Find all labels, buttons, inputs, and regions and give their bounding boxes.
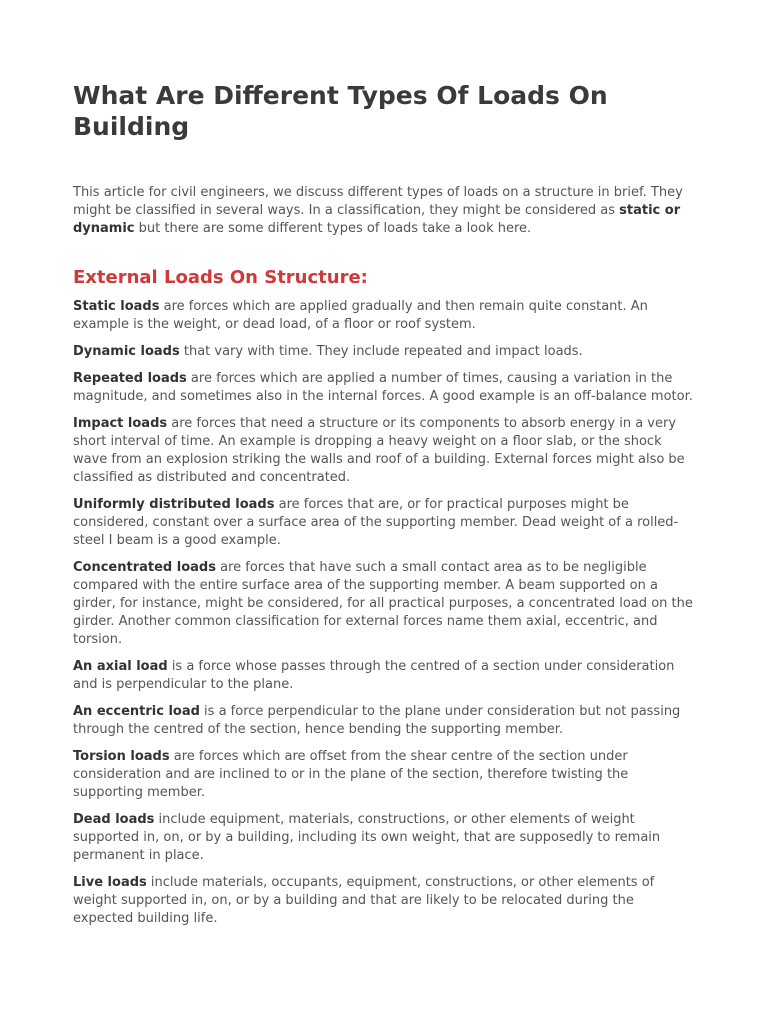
- load-term: Repeated loads: [73, 371, 187, 386]
- load-term: Live loads: [73, 875, 147, 890]
- load-term: Torsion loads: [73, 749, 170, 764]
- load-item-uniformly-distributed: [73, 496, 695, 550]
- load-item-static: [73, 298, 695, 334]
- load-description: are forces which are applied a number of times, causing a variation in the magnitude, and sometimes also in the internal forces. A good example is an off-balance motor.: [73, 371, 693, 404]
- intro-text-before: This article for civil engineers, we discuss different types of loads on a structure in brief. They might be classified in several ways. In a classification, they might be considered as: [73, 185, 683, 218]
- load-term: Dead loads: [73, 812, 155, 827]
- load-description: is a force perpendicular to the plane under consideration but not passing through the centred of the section, hence bending the supporting member.: [73, 704, 681, 737]
- intro-bold-text: static or dynamic: [73, 203, 681, 236]
- load-term: Concentrated loads: [73, 560, 216, 575]
- load-description: are forces that need a structure or its components to absorb energy in a very short interval of time. An example is dropping a heavy weight on a floor slab, or the shock wave from an explosion striking the walls and roof of a building. External forces might also be classified as distributed and concentrated.: [73, 416, 685, 485]
- load-item-dynamic: [73, 343, 695, 361]
- load-term: Static loads: [73, 299, 160, 314]
- load-item-axial: [73, 658, 695, 694]
- intro-text-after: but there are some different types of loads take a look here.: [134, 221, 532, 236]
- intro-paragraph: [73, 184, 695, 238]
- load-description: are forces that are, or for practical purposes might be considered, constant over a surface area of the supporting member. Dead weight of a rolled-steel I beam is a good example.: [73, 497, 679, 548]
- load-item-concentrated: [73, 559, 695, 649]
- load-description: include materials, occupants, equipment, constructions, or other elements of weight supported in, on, or by a building and that are likely to be relocated during the expected building life.: [73, 875, 655, 926]
- load-description: are forces which are offset from the shear centre of the section under consideration and are inclined to or in the plane of the section, therefore twisting the supporting member.: [73, 749, 629, 800]
- load-term: An axial load: [73, 659, 168, 674]
- load-description: include equipment, materials, constructions, or other elements of weight supported in, on, or by a building, including its own weight, that are supposedly to remain permanent in place.: [73, 812, 661, 863]
- load-description: is a force whose passes through the centred of a section under consideration and is perpendicular to the plane.: [73, 659, 675, 692]
- load-description: that vary with time. They include repeated and impact loads.: [179, 344, 583, 359]
- load-item-eccentric: [73, 703, 695, 739]
- load-term: Impact loads: [73, 416, 168, 431]
- load-item-impact: [73, 415, 695, 487]
- section-heading: External Loads On Structure:: [73, 267, 368, 288]
- load-item-repeated: [73, 370, 695, 406]
- load-item-dead: [73, 811, 695, 865]
- load-types-list: [73, 298, 695, 928]
- load-term: Dynamic loads: [73, 344, 180, 359]
- load-item-live: [73, 874, 695, 928]
- article-title: What Are Different Types Of Loads On Building: [73, 81, 608, 141]
- load-item-torsion: [73, 748, 695, 802]
- load-term: An eccentric load: [73, 704, 200, 719]
- load-description: are forces which are applied gradually and then remain quite constant. An example is the weight, or dead load, of a floor or roof system.: [73, 299, 648, 332]
- load-term: Uniformly distributed loads: [73, 497, 275, 512]
- load-description: are forces that have such a small contact area as to be negligible compared with the entire surface area of the supporting member. A beam supported on a girder, for instance, might be considered, for all practical purposes, a concentrated load on the girder. Another common classification for external forces name them axial, eccentric, and torsion.: [73, 560, 693, 647]
